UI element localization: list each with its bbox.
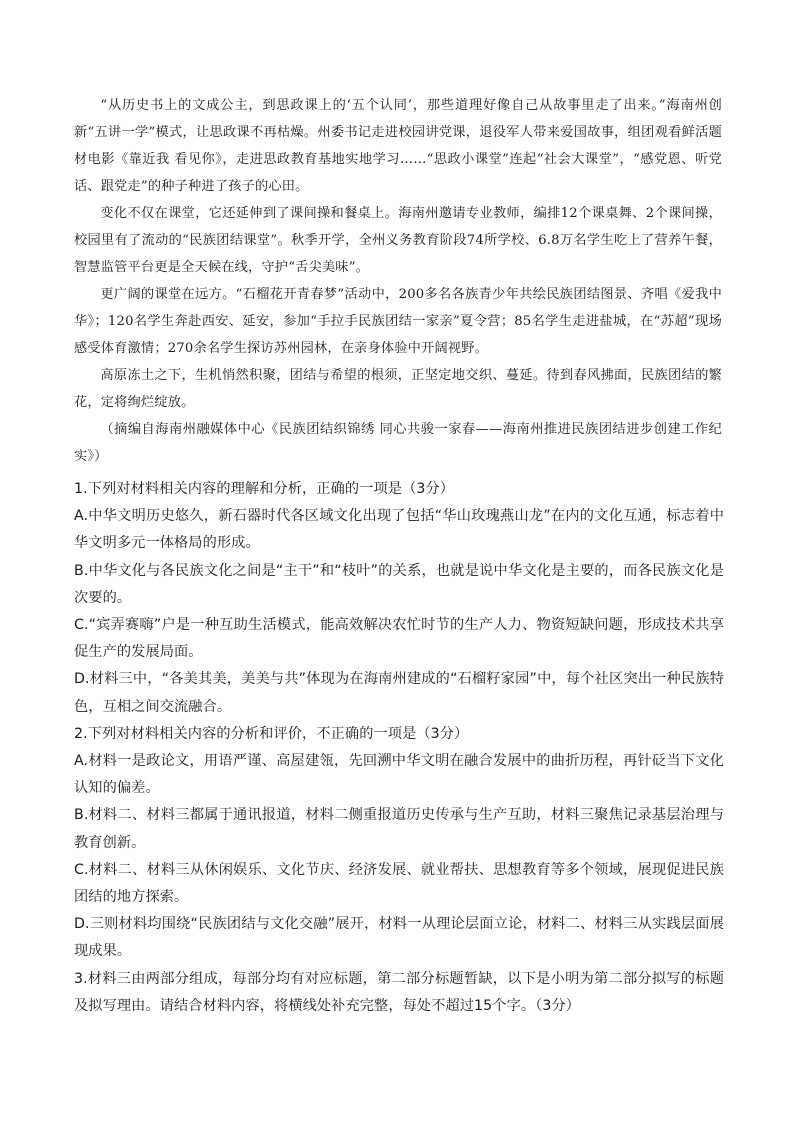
material-paragraph: 高原冻土之下，生机悄然积聚，团结与希望的根须，正坚定地交织、蔓延。待到春风拂面，民族团结的繁花，定将绚烂绽放。 bbox=[74, 368, 722, 410]
answer-option-b: B.中华文化与各民族文化之间是“主干”和“枝叶”的关系，也就是说中华文化是主要的，而各民族文化是次要的。 bbox=[74, 562, 724, 606]
answer-option-d: D.三则材料均围绕“民族团结与文化交融”展开，材料一从理论层面立论，材料二、材料三从实践层面展现成果。 bbox=[74, 916, 724, 960]
question-stem: 2.下列对材料相关内容的分析和评价，不正确的一项是（3分） bbox=[74, 725, 469, 742]
answer-option-a: A.中华文明历史悠久，新石器时代各区域文化出现了包括“华山玫瑰燕山龙”在内的文化互通，标志着中华文明多元一体格局的形成。 bbox=[74, 508, 724, 552]
answer-option-b: B.材料二、材料三都属于通讯报道，材料二侧重报道历史传承与生产互助，材料三聚焦记录基层治理与教育创新。 bbox=[74, 807, 724, 851]
material-paragraph: “从历史书上的文成公主，到思政课上的‘五个认同’，那些道理好像自己从故事里走了出来。”海南州创新“五讲一学”模式，让思政课不再枯燥。州委书记走进校园讲党课，退役军人带来爱国故事，组团观看鲜活题材电影《靠近我 看见你》，走进思政教育基地实地学习……“思政小课堂”连起“社会大课堂”，“感党恩、听党话、跟党走”的种子种进了孩子的心田。 bbox=[74, 98, 722, 194]
material-paragraph: 变化不仅在课堂，它还延伸到了课间操和餐桌上。海南州邀请专业教师，编排12个课桌舞、2个课间操，校园里有了流动的“民族团结课堂”。秋季开学，全州义务教育阶段74所学校、6.8万名学生吃上了营养午餐，智慧监管平台更是全天候在线，守护“舌尖美味”。 bbox=[74, 206, 722, 275]
answer-option-c: C.材料二、材料三从休闲娱乐、文化节庆、经济发展、就业帮扶、思想教育等多个领域，展现促进民族团结的地方探索。 bbox=[74, 861, 724, 906]
question-section bbox=[74, 476, 724, 1020]
answer-option-d: D.材料三中，“各美其美，美美与共”体现为在海南州建成的“石榴籽家园”中，每个社区突出一种民族特色，互相之间交流融合。 bbox=[74, 671, 724, 715]
answer-option-a: A.材料一是政论文，用语严谨、高屋建瓴，先回溯中华文明在融合发展中的曲折历程，再针砭当下文化认知的偏差。 bbox=[74, 753, 724, 797]
question-1 bbox=[74, 476, 724, 721]
material-paragraph: 更广阔的课堂在远方。“石榴花开青春梦”活动中，200多名各族青少年共绘民族团结图景、齐唱《爱我中华》；120名学生奔赴西安、延安，参加“手拉手民族团结一家亲”夏令营；85名学生走进盐城，在“苏超”现场感受体育激情；270余名学生探访苏州园林，在亲身体验中开阔视野。 bbox=[74, 287, 722, 356]
question-2 bbox=[74, 721, 724, 966]
question-stem: 1.下列对材料相关内容的理解和分析，正确的一项是（3分） bbox=[74, 481, 455, 497]
material-source-citation: （摘编自海南州融媒体中心《民族团结织锦绣 同心共骏一家春——海南州推进民族团结进步创建工作纪实》） bbox=[74, 422, 722, 464]
answer-option-c: C.“宾弄赛嗨”户是一种互助生活模式，能高效解决农忙时节的生产人力、物资短缺问题，形成技术共享促生产的发展局面。 bbox=[74, 617, 724, 661]
question-3 bbox=[74, 966, 724, 1020]
question-stem: 3.材料三由两部分组成，每部分均有对应标题，第二部分标题暂缺，以下是小明为第二部分拟写的标题及拟写理由。请结合材料内容，将横线处补充完整，每处不超过15个字。（3分） bbox=[74, 970, 724, 1014]
reading-material-excerpt bbox=[74, 92, 722, 470]
